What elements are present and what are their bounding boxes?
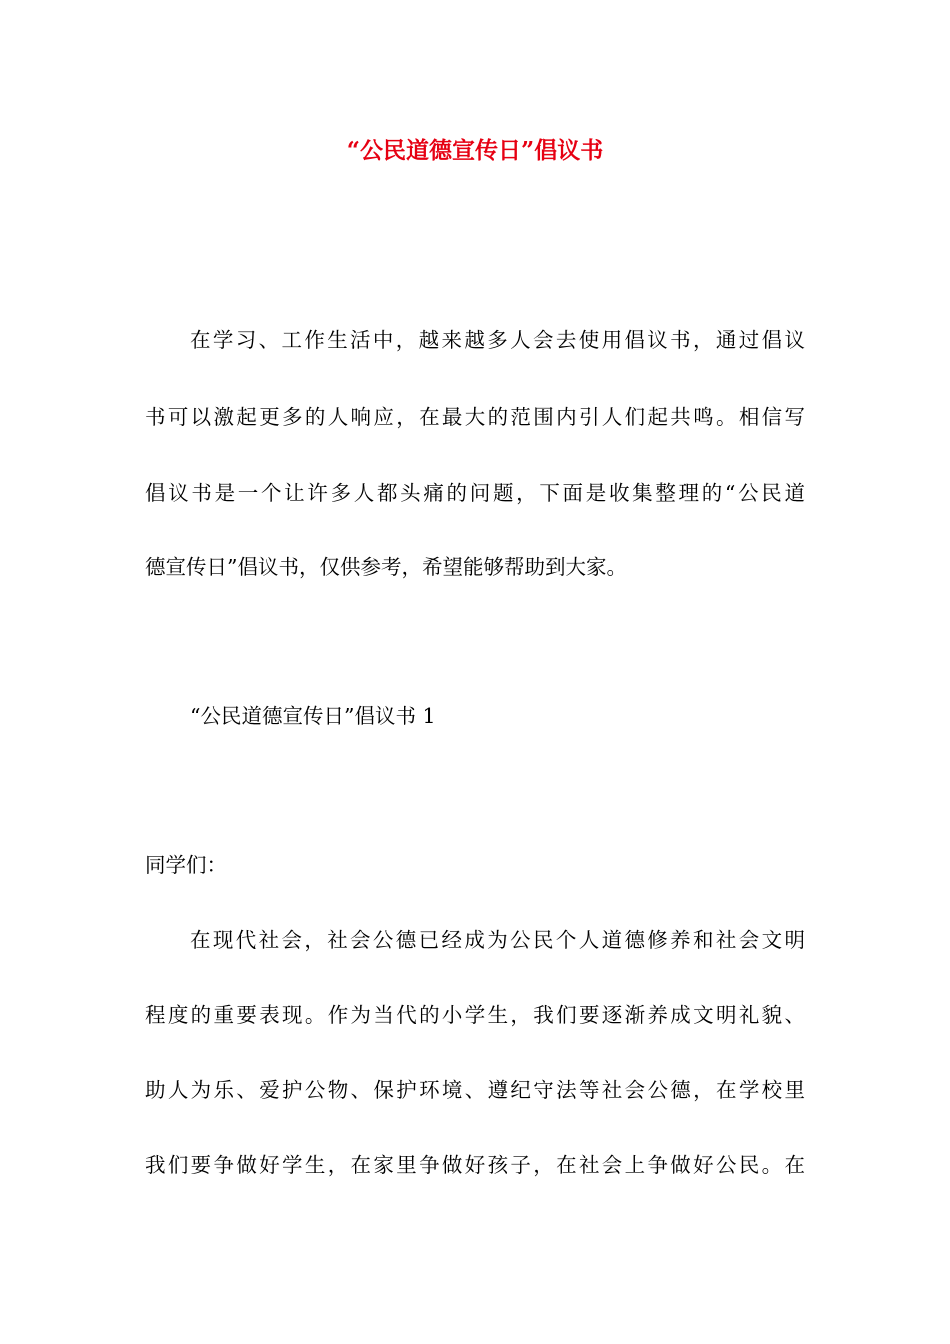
- section-heading: “公民道德宣传日”倡议书 1: [190, 704, 436, 728]
- salutation: 同学们：: [145, 853, 227, 877]
- body-line-2: 程度的重要表现。作为当代的小学生，我们要逐渐养成文明礼貌、: [145, 1003, 805, 1027]
- intro-line-3: 倡议书是一个让许多人都头痛的问题，下面是收集整理的“公民道: [145, 481, 805, 505]
- document-title: “公民道德宣传日”倡议书: [346, 137, 604, 164]
- body-line-4: 我们要争做好学生，在家里争做好孩子，在社会上争做好公民。在: [145, 1153, 805, 1177]
- intro-line-2: 书可以激起更多的人响应，在最大的范围内引人们起共鸣。相信写: [145, 405, 805, 429]
- body-line-3: 助人为乐、爱护公物、保护环境、遵纪守法等社会公德，在学校里: [145, 1078, 805, 1102]
- intro-line-1: 在学习、工作生活中，越来越多人会去使用倡议书，通过倡议: [190, 328, 805, 352]
- intro-line-4: 德宣传日”倡议书，仅供参考，希望能够帮助到大家。: [145, 555, 627, 579]
- body-line-1: 在现代社会，社会公德已经成为公民个人道德修养和社会文明: [190, 928, 805, 952]
